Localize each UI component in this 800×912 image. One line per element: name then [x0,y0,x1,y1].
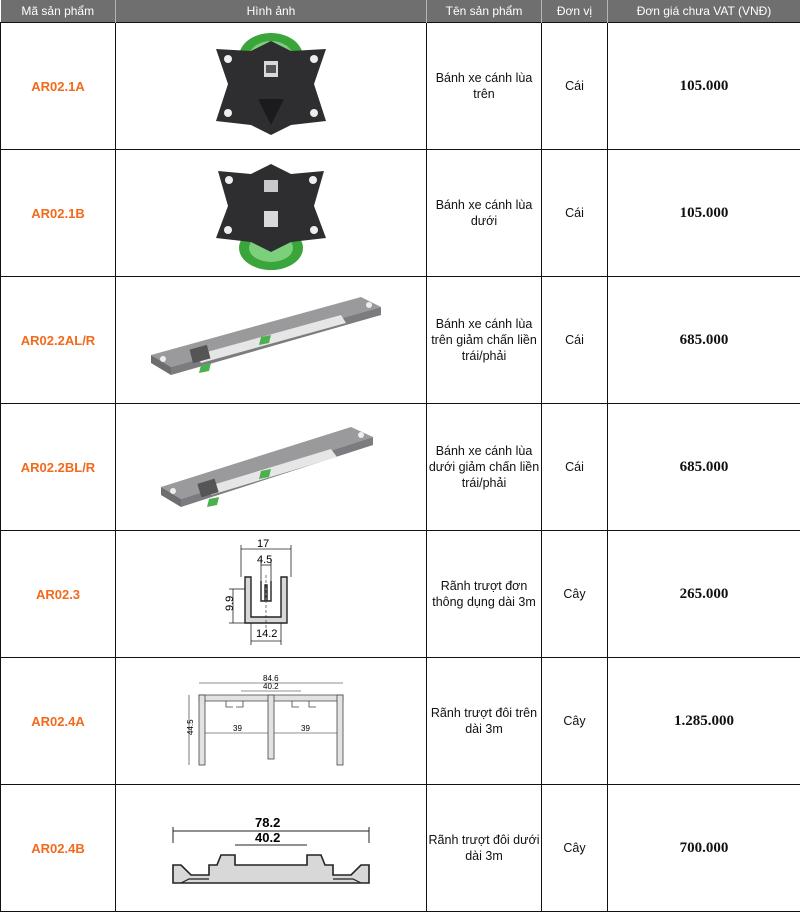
header-image: Hình ảnh [116,0,427,23]
product-name: Bánh xe cánh lùa dưới [428,197,540,229]
product-price: 265.000 [608,531,800,658]
header-row [1,0,800,23]
product-image [116,150,427,277]
product-unit: Cây [542,658,608,785]
dim-inner: 40.2 [263,682,279,691]
dim-outer: 78.2 [255,815,280,830]
product-code: AR02.1B [1,150,116,277]
header-code: Mã sản phẩm [1,0,116,23]
dim-outer: 84.6 [263,674,279,683]
top-roller-icon [196,29,346,144]
product-code: AR02.2BL/R [1,404,116,531]
dim-right: 39 [301,724,310,733]
double-top-track-profile-icon [181,671,361,771]
table-row [1,277,800,404]
product-name: Bánh xe cánh lùa dưới giảm chấn liền trái/phải [428,443,540,491]
dim-gap: 4.5 [257,554,272,566]
product-price: 700.000 [608,785,800,912]
product-image [116,531,427,658]
product-code: AR02.3 [1,531,116,658]
product-unit: Cái [542,150,608,277]
table-row [1,404,800,531]
dim-bottom: 14.2 [256,628,277,640]
product-price: 1.285.000 [608,658,800,785]
product-unit: Cái [542,23,608,150]
soft-close-top-icon [141,285,401,395]
product-image [116,277,427,404]
dim-left: 39 [233,724,242,733]
product-name: Bánh xe cánh lùa trên [428,70,540,102]
dim-inner: 40.2 [255,830,280,845]
bottom-roller-icon [196,156,346,271]
dim-height: 44.5 [186,719,195,735]
header-price: Đơn giá chưa VAT (VNĐ) [608,0,800,23]
table-row [1,150,800,277]
product-code: AR02.2AL/R [1,277,116,404]
product-unit: Cái [542,404,608,531]
product-name: Bánh xe cánh lùa trên giảm chấn liền trái/phải [428,316,540,364]
dim-height: 9.9 [224,596,236,611]
product-unit: Cây [542,531,608,658]
table-row [1,531,800,658]
header-name: Tên sản phẩm [427,0,542,23]
single-track-profile-icon [221,535,321,653]
product-code: AR02.4A [1,658,116,785]
product-image [116,404,427,531]
product-name: Rãnh trượt đôi dưới dài 3m [428,832,540,864]
table-row [1,658,800,785]
dim-top: 17 [257,538,269,550]
product-price: 105.000 [608,150,800,277]
product-image [116,785,427,912]
product-image [116,658,427,785]
product-name: Rãnh trượt đôi trên dài 3m [428,705,540,737]
product-code: AR02.4B [1,785,116,912]
product-price: 685.000 [608,277,800,404]
product-name: Rãnh trượt đơn thông dụng dài 3m [428,578,540,610]
table-row [1,23,800,150]
header-unit: Đơn vị [542,0,608,23]
product-image [116,23,427,150]
soft-close-bottom-icon [151,415,391,520]
product-price: 685.000 [608,404,800,531]
product-unit: Cây [542,785,608,912]
product-code: AR02.1A [1,23,116,150]
table-row [1,785,800,912]
double-bottom-track-profile-icon [161,803,381,893]
product-unit: Cái [542,277,608,404]
product-price: 105.000 [608,23,800,150]
